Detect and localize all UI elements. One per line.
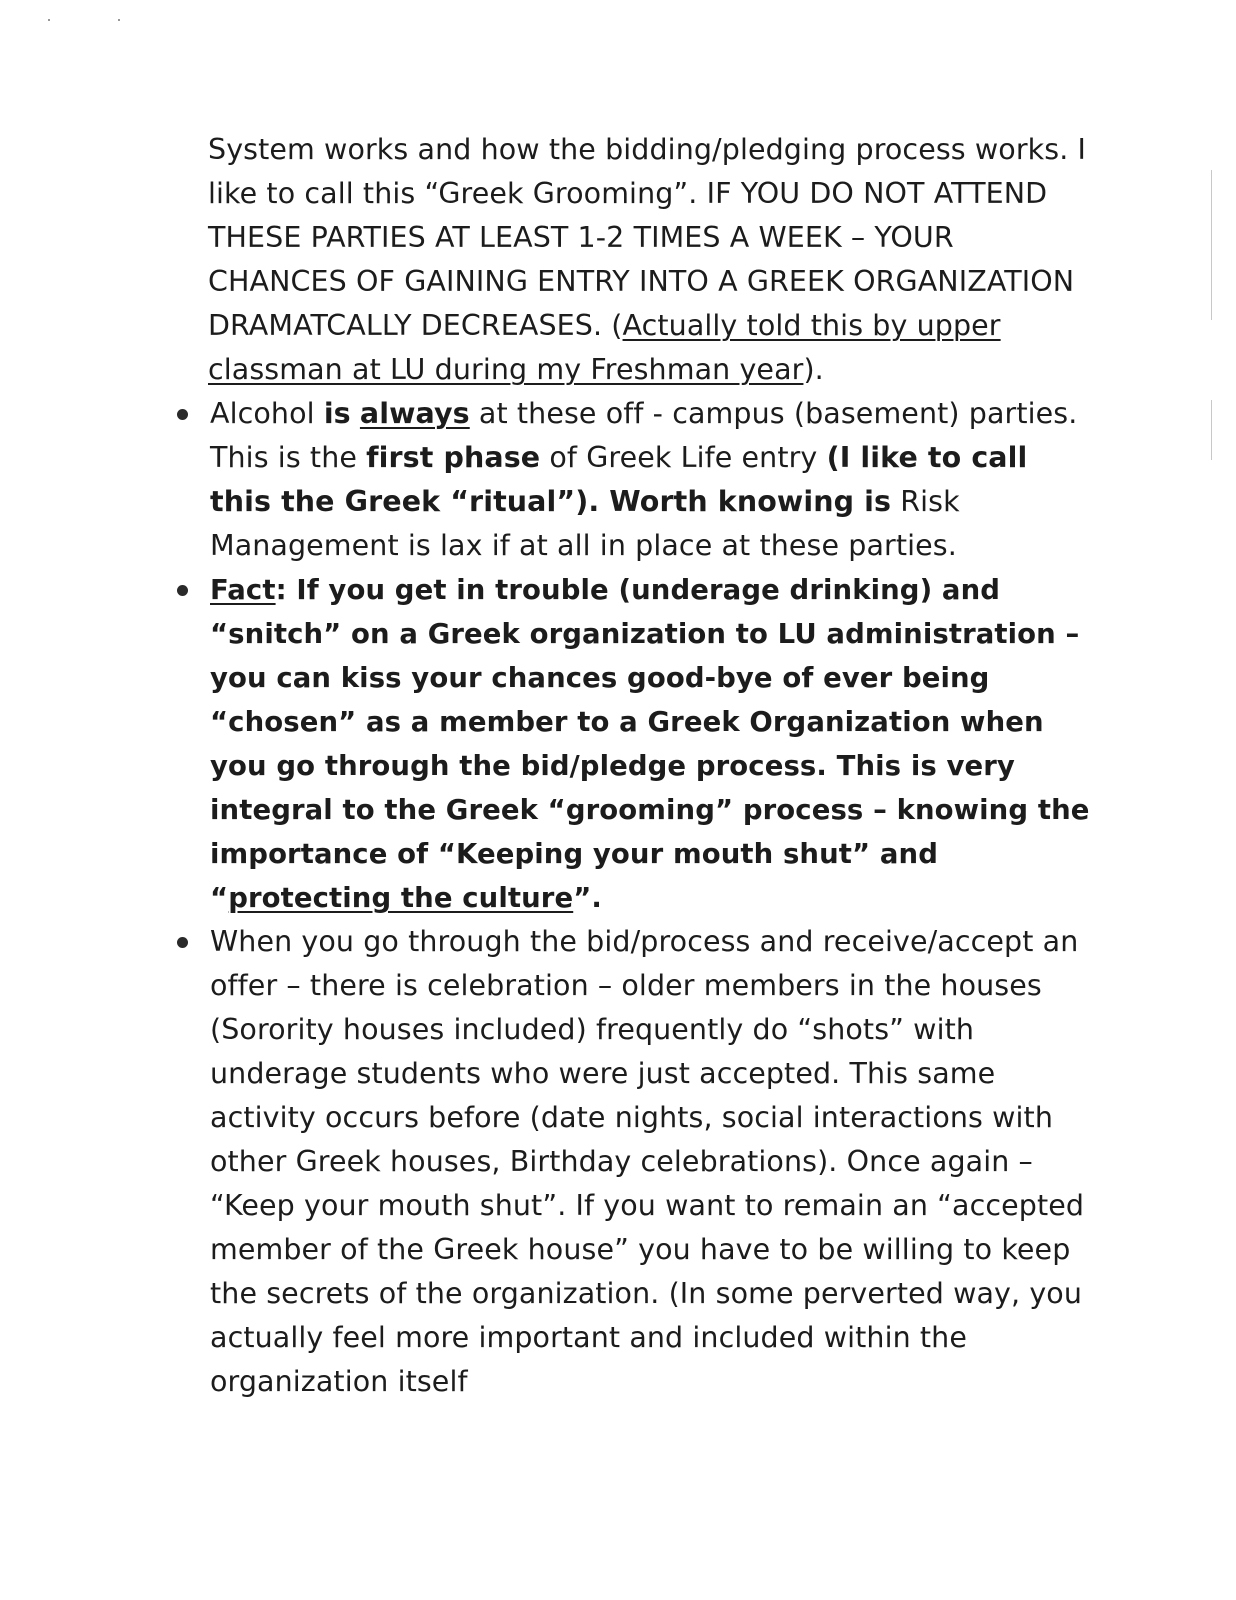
bullet-text: : If you get in trouble (underage drinking) and “snitch” on a Greek organization to LU administration – you can kiss your chances good-bye of ever being “chosen” as a member to a Greek Organization when you go through the bid/pledge process. This is very integral to the Greek “grooming” process – knowing the importance of “Keeping your mouth shut” and “: [210, 574, 1090, 914]
bullet-dot-icon: [177, 409, 188, 420]
underlined-emphasis: always: [359, 397, 470, 430]
underlined-note: Actually told this by upper classman at LU during my Freshman year: [208, 309, 1001, 386]
bullet-alcohol: [170, 392, 1090, 568]
bullet-dot-icon: [177, 937, 188, 948]
bold-text: first phase: [366, 441, 541, 474]
paragraph-text-end: ).: [803, 353, 824, 386]
scan-edge-mark: [1211, 400, 1212, 460]
bullet-list: [170, 392, 1090, 1404]
bullet-text: Alcohol: [210, 397, 324, 430]
scan-speck: [48, 19, 50, 21]
bullet-text: of Greek Life entry: [540, 441, 827, 474]
scan-speck: [118, 19, 120, 21]
fact-label: Fact: [210, 574, 276, 606]
document-body: [170, 128, 1090, 1404]
bold-text: is: [323, 397, 351, 430]
bold-text: (I like to call this the Greek “ritual”). Worth knowing is: [210, 441, 1028, 518]
bullet-text-end: ”.: [573, 882, 602, 914]
bullet-text: Risk Management is lax if at all in place at these parties.: [210, 485, 960, 562]
scan-edge-mark: [1211, 170, 1212, 320]
bullet-fact: [170, 568, 1090, 920]
bullet-text: at these off - campus (basement) parties. This is the: [210, 397, 1078, 474]
paragraph-text: System works and how the bidding/pledging process works. I like to call this “Greek Grooming”. IF YOU DO NOT ATTEND THESE PARTIES AT LEAST 1-2 TIMES A WEEK – YOUR CHANCES OF GAINING ENTRY INTO A GREEK ORGANIZATION DRAMATCALLY DECREASES. (: [208, 133, 1087, 342]
bullet-dot-icon: [177, 585, 188, 596]
paragraph-continuation: [208, 128, 1090, 392]
bullet-celebration: [170, 920, 1090, 1404]
bullet-text: When you go through the bid/process and receive/accept an offer – there is celebration – older members in the houses (Sorority houses included) frequently do “shots” with underage students who were just accepted. This same activity occurs before (date nights, social interactions with other Greek houses, Birthday celebrations). Once again – “Keep your mouth shut”. If you want to remain an “accepted member of the Greek house” you have to be willing to keep the secrets of the organization. (In some perverted way, you actually feel more important and included within the organization itself: [210, 925, 1085, 1398]
underlined-emphasis: protecting the culture: [228, 882, 574, 914]
